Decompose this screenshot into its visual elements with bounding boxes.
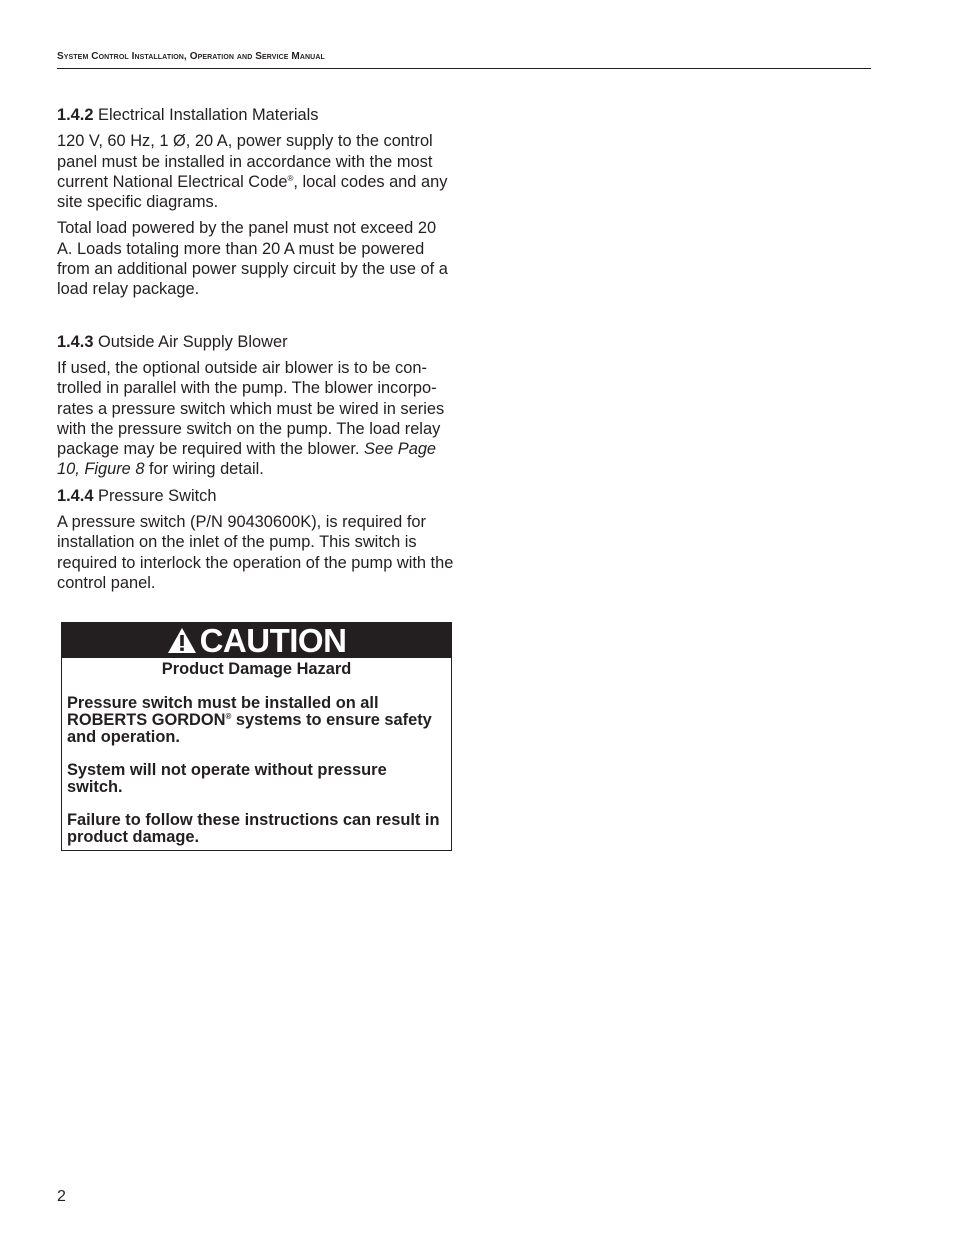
text-run: 120 V, 60 Hz, 1 Ø, 20 A, power supply to the control panel must be installed in accordance with the most current National Electrical Code — [57, 132, 433, 191]
page-number: 2 — [57, 1188, 66, 1205]
caution-banner — [62, 623, 451, 658]
caution-label: CAUTION — [199, 621, 347, 659]
caution-box — [61, 622, 452, 851]
section-title: Outside Air Supply Blower — [98, 332, 288, 351]
text-run: Pressure switch must be installed on all ROBERTS GORDON — [67, 694, 379, 729]
section-title: Electrical Installation Materials — [98, 106, 319, 124]
section-number: 1.4.3 — [57, 332, 94, 351]
running-header — [57, 51, 871, 69]
caution-message-3: Failure to follow these instructions can result in product damage. — [67, 811, 440, 846]
text-run: for wiring detail. — [144, 460, 264, 479]
caution-body — [62, 659, 451, 850]
registered-mark: ® — [287, 173, 294, 183]
section-heading-1-4-4 — [57, 486, 455, 506]
text-run: , local codes and any site specific diagrams. — [57, 172, 448, 212]
cross-reference: See Page 10, Figure 8 — [57, 440, 437, 479]
section-number: 1.4.2 — [57, 106, 94, 124]
caution-message-2: System will not operate without pressure switch. — [67, 761, 387, 796]
warning-triangle-icon — [167, 627, 197, 654]
main-column — [57, 105, 455, 599]
paragraph-pressure-switch: A pressure switch (P/N 90430600K), is required for installation on the inlet of the pump. This switch is required to interlock the operation of the pump with the control panel. — [57, 513, 454, 592]
paragraph-blower — [57, 358, 455, 480]
section-heading-1-4-3 — [57, 332, 455, 352]
section-number: 1.4.4 — [57, 486, 94, 505]
header-title: System Control Installation, Operation and Service Manual — [57, 51, 325, 62]
text-run: systems to ensure safety and operation. — [67, 711, 432, 746]
hazard-title: Product Damage Hazard — [161, 660, 352, 678]
registered-mark: ® — [225, 712, 232, 721]
text-run: If used, the optional outside air blower is to be con-trolled in parallel with the pump. The blower incorpo-rates a pressure switch which must be wired in series with the pressure switch on the pump. The load relay package may be required with the blower. — [57, 358, 445, 459]
caution-message-1 — [67, 695, 446, 746]
section-title: Pressure Switch — [98, 486, 217, 505]
section-heading-1-4-2 — [57, 105, 455, 125]
paragraph-power-supply — [57, 131, 455, 212]
paragraph-total-load: Total load powered by the panel must not exceed 20 A. Loads totaling more than 20 A must be powered from an additional power supply circuit by the use of a load relay package. — [57, 219, 448, 299]
